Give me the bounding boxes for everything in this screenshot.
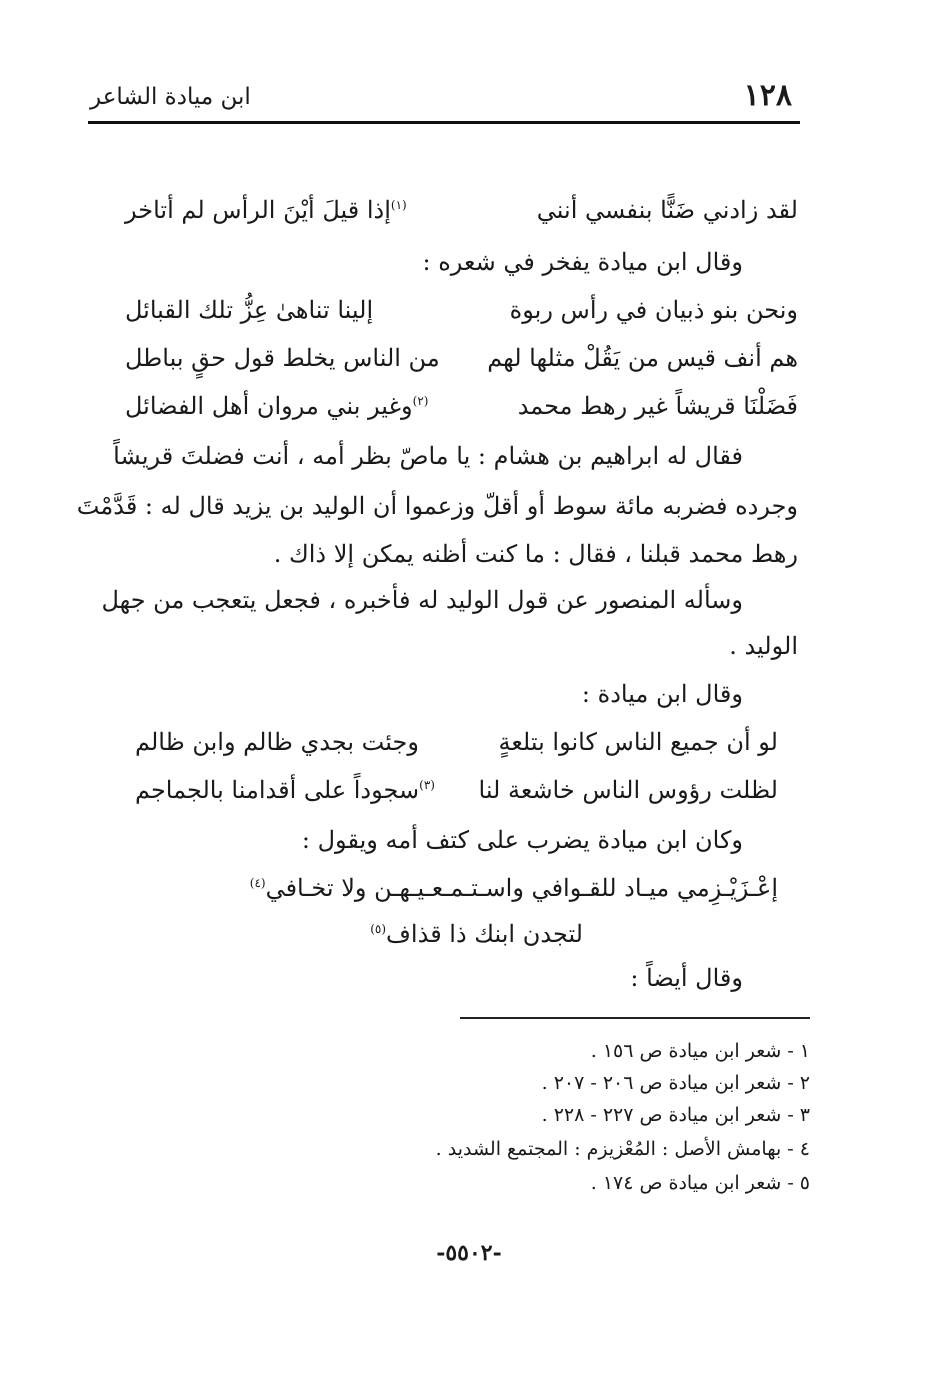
footnote-ref-3: (٣) xyxy=(419,778,435,792)
prose-1-line-1: فقال له ابراهيم بن هشام : يا ماصّ بظر أمه ، أنت فضلتَ قريشاً xyxy=(113,442,743,470)
footnote-5: ٥ - شعر ابن ميادة ص ١٧٤ . xyxy=(590,1172,810,1194)
footnote-3: ٣ - شعر ابن ميادة ص ٢٢٧ - ٢٢٨ . xyxy=(541,1104,810,1126)
verse-2-second-hemistich: إلينا تناهىٰ عِزُّ تلك القبائل xyxy=(125,296,374,324)
prose-1-line-3: رهط محمد قبلنا ، فقال : ما كنت أظنه يمكن إلا ذاك . xyxy=(273,540,798,568)
verse-1-first-hemistich: لقد زادني ضَنًّا بنفسي أنني xyxy=(536,196,798,224)
intro-line-2: وقال ابن ميادة : xyxy=(581,680,743,708)
footnote-4: ٤ - بهامش الأصل : المُعْزيزم : المجتمع الشديد . xyxy=(435,1138,810,1160)
footer-page-code: -٥٥٠٢- xyxy=(436,1240,502,1266)
prose-2-line-2: الوليد . xyxy=(729,632,798,660)
intro-line-1: وقال ابن ميادة يفخر في شعره : xyxy=(422,248,743,276)
verse-2-first-hemistich: ونحن بنو ذبيان في رأس ربوة xyxy=(509,296,798,324)
footnote-ref-4: (٤) xyxy=(249,876,266,890)
verse-4-first-hemistich: فَضَلْنَا قريشاً غير رهط محمد xyxy=(517,392,798,420)
page-number: ١٢٨ xyxy=(743,78,792,113)
footnote-2: ٢ - شعر ابن ميادة ص ٢٠٦ - ٢٠٧ . xyxy=(541,1072,810,1094)
intro-line-3: وكان ابن ميادة يضرب على كتف أمه ويقول : xyxy=(301,826,743,854)
verse-8: لتجدن ابنك ذا قذاف$^{(٥)}$ xyxy=(370,920,583,948)
footnote-ref-5: (٥) xyxy=(370,922,387,936)
prose-2-line-1: وسأله المنصور عن قول الوليد له فأخبره ، فجعل يتعجب من جهل xyxy=(101,586,743,614)
verse-3-first-hemistich: هم أنف قيس من يَقُلْ مثلها لهم xyxy=(487,344,798,372)
prose-1-line-2: وجرده فضربه مائة سوط أو أقلّ وزعموا أن الوليد بن يزيد قال له : قَدَّمْتَ xyxy=(76,492,798,520)
verse-5-second-hemistich: وجئت بجدي ظالم وابن ظالم xyxy=(135,728,419,756)
footnote-ref-1: (١) xyxy=(390,198,407,212)
verse-3-second-hemistich: من الناس يخلط قول حقٍ بباطل xyxy=(125,344,440,372)
intro-line-4: وقال أيضاً : xyxy=(630,964,743,992)
footnote-ref-2: (٢) xyxy=(412,394,429,408)
verse-6-second-hemistich: $^{(٣)}$سجوداً على أقدامنا بالجماجم xyxy=(135,776,435,804)
header-rule xyxy=(88,121,800,124)
verse-1-second-hemistich: $^{(١)}$إذا قيلَ أيْنَ الرأس لم أتاخر xyxy=(125,196,407,224)
verse-5-first-hemistich: لو أن جميع الناس كانوا بتلعةٍ xyxy=(498,728,778,756)
running-title: ابن ميادة الشاعر xyxy=(90,84,251,110)
footnote-rule xyxy=(460,1017,810,1019)
footnote-1: ١ - شعر ابن ميادة ص ١٥٦ . xyxy=(590,1040,810,1062)
verse-7: إعْـزَيْـزِمي ميـاد للقـوافي واسـتـمـعـيـهـن ولا تخـافي$^{(٤)}$ xyxy=(249,874,778,902)
verse-4-second-hemistich: $^{(٢)}$وغير بني مروان أهل الفضائل xyxy=(125,392,429,420)
page-header xyxy=(88,78,798,122)
verse-6-first-hemistich: لظلت رؤوس الناس خاشعة لنا xyxy=(478,776,778,804)
